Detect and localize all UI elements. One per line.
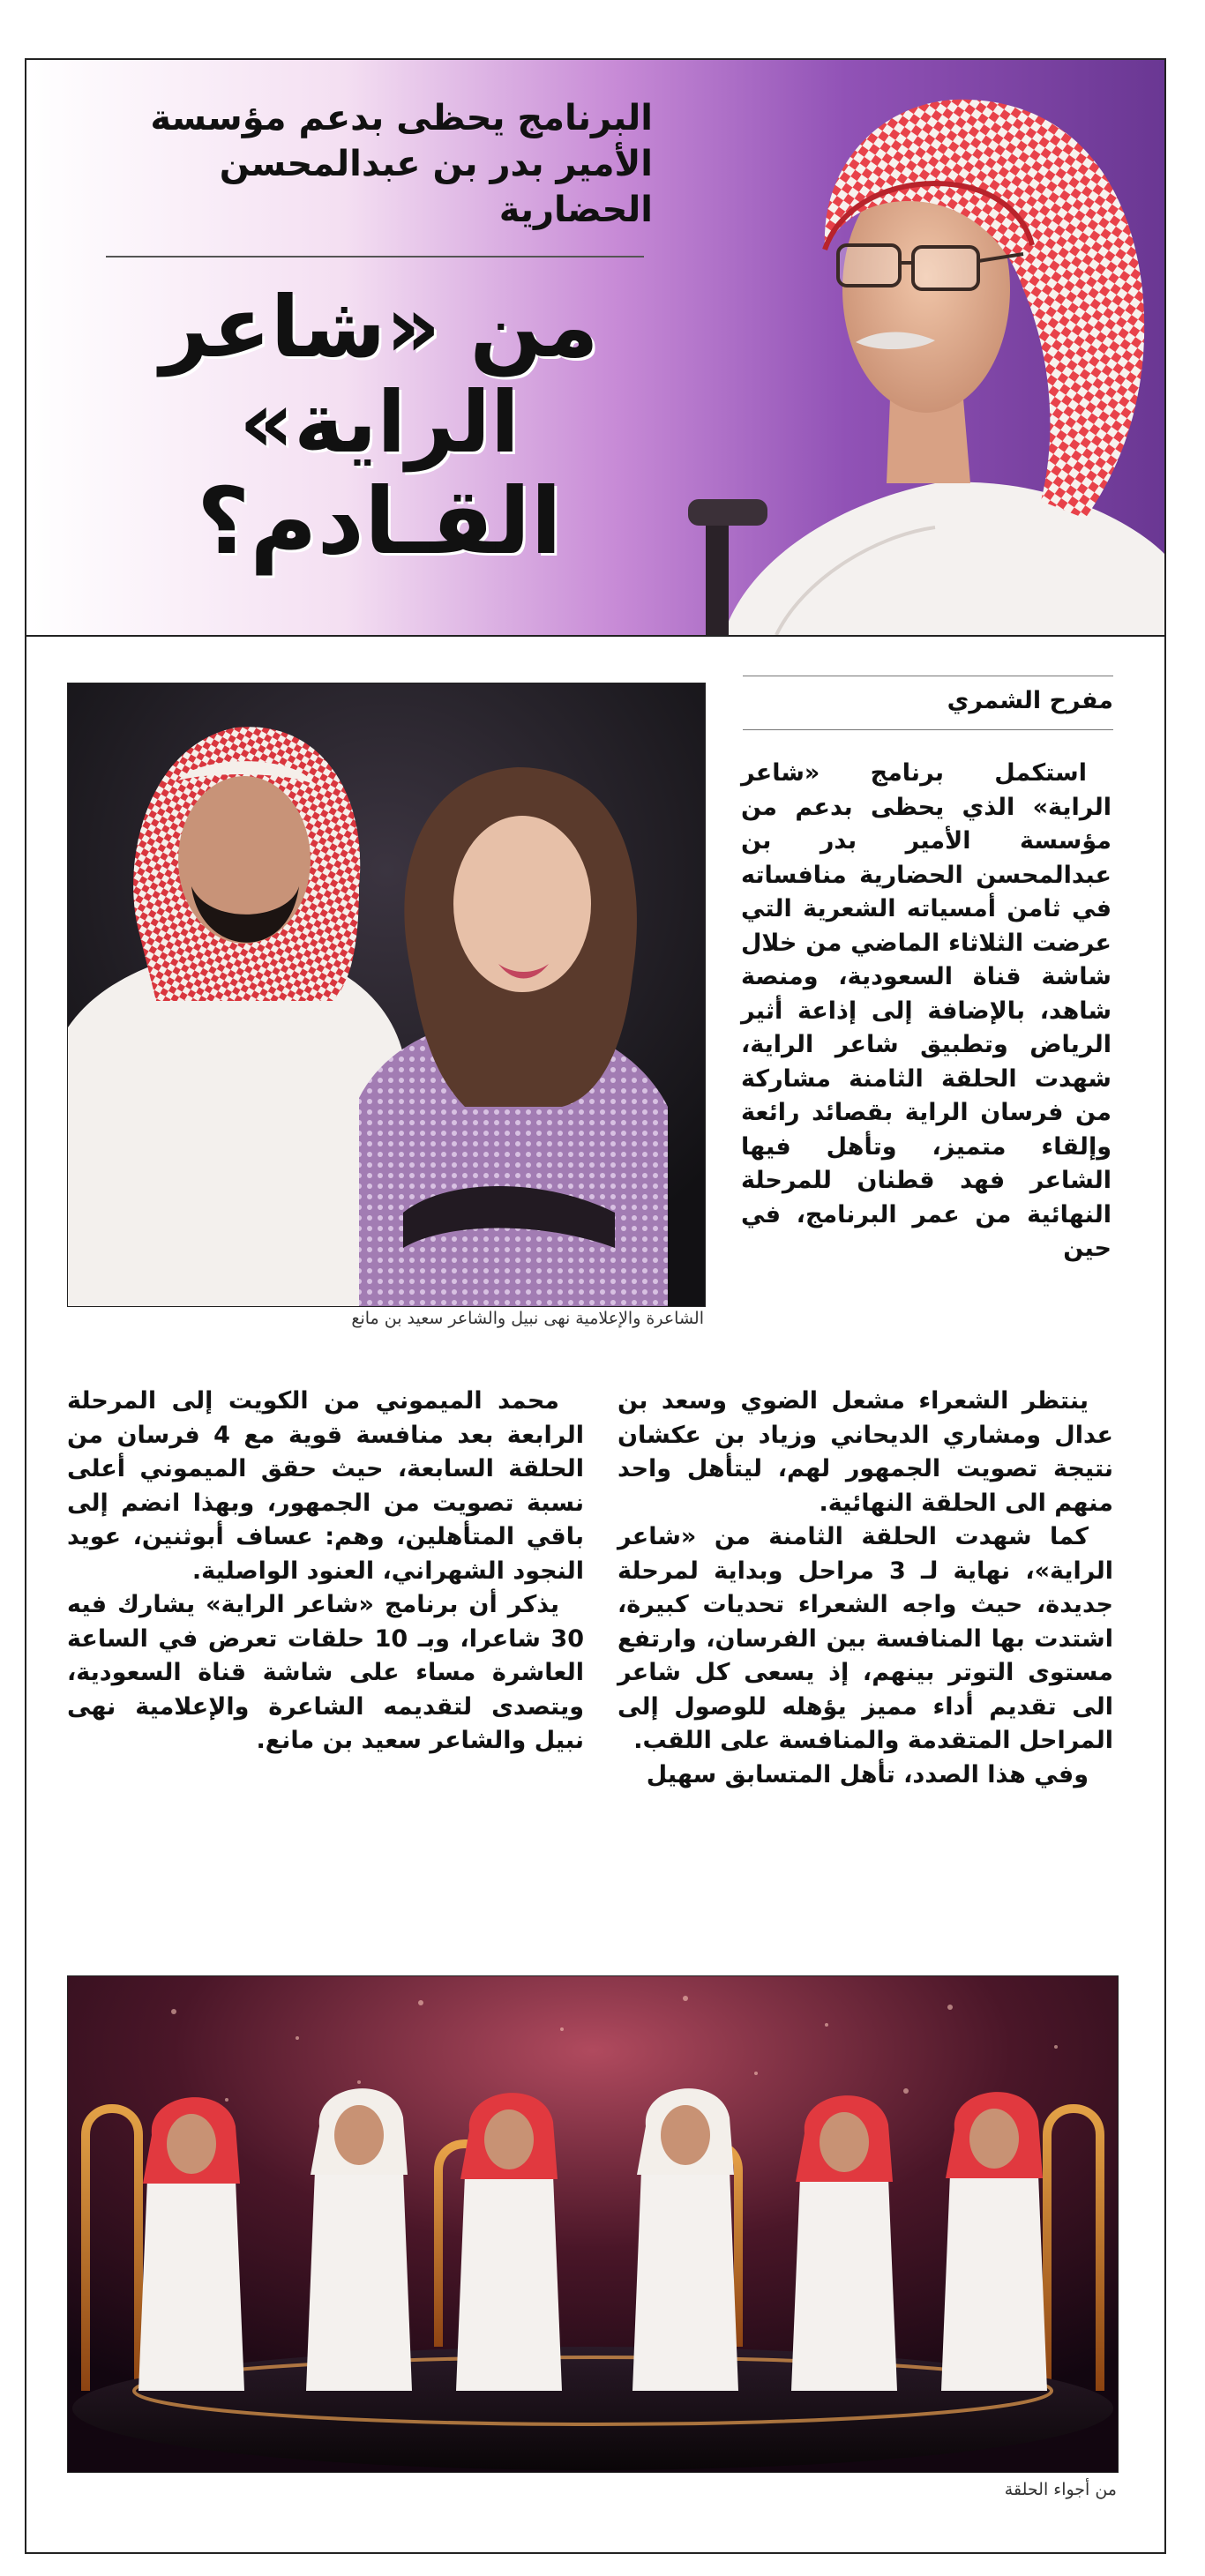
article-column-3 <box>67 1385 584 1758</box>
kicker <box>88 95 653 233</box>
kicker-line-1: البرنامج يحظى بدعم مؤسسة <box>150 98 653 138</box>
article-paragraph: وفي هذا الصدد، تأهل المتسابق سهيل <box>646 1760 1089 1788</box>
headline <box>106 278 653 576</box>
article-paragraph: محمد الميموني من الكويت إلى المرحلة الرابعة بعد منافسة قوية مع 4 فرسان من الحلقة السابعة، حيث حقق الميموني أعلى نسبة تصويت من الجمهور، وبهذا انضم إلى باقي المتأهلين، وهم: عساف أبوثنين، عويد النجود الشهراني، العنود الواصلية. <box>67 1387 584 1585</box>
article-column-1 <box>741 757 1111 1266</box>
stage-photo <box>67 1975 1119 2473</box>
headline-line-2: القـادم؟ <box>196 467 563 576</box>
byline-box <box>743 676 1113 730</box>
article-column-2 <box>617 1385 1113 1792</box>
header-banner <box>26 60 1164 637</box>
stage-photo-image <box>68 1976 1118 2472</box>
article-paragraph: استكمل برنامج «شاعر الراية» الذي يحظى بدعم من مؤسسة الأمير بدر بن عبدالمحسن الحضارية منافساته في ثامن أمسياته الشعرية التي عرضت الثلاثاء الماضي من خلال شاشة قناة السعودية، ومنصة شاهد، بالإضافة إلى إذاعة أثير الرياض وتطبيق شاعر الراية، شهدت الحلقة الثامنة مشاركة من فرسان الراية بقصائد رائعة وإلقاء متميز، وتأهل فيها الشاعر فهد قطنان للمرحلة النهائية من عمر البرنامج، في حين <box>741 759 1111 1262</box>
headline-line-1: من «شاعر الراية» <box>160 278 599 472</box>
kicker-line-2: الأمير بدر بن عبدالمحسن الحضارية <box>219 144 653 230</box>
article-paragraph: كما شهدت الحلقة الثامنة من «شاعر الراية»، نهاية لـ 3 مراحل وبداية لمرحلة جديدة، حيث واجه الشعراء تحديات كبيرة، اشتدت بها المنافسة بين الفرسان، وارتفع مستوى التوتر بينهم، إذ يسعى كل شاعر الى تقديم أداء مميز يؤهله للوصول إلى المراحل المتقدمة والمنافسة على اللقب. <box>617 1523 1113 1754</box>
hosts-photo-caption: الشاعرة والإعلامية نهى نبيل والشاعر سعيد بن مانع <box>351 1309 704 1328</box>
article-paragraph: ينتظر الشعراء مشعل الضوي وسعد بن عدال ومشاري الديحاني وزياد بن عكشان نتيجة تصويت الجمهور لهم، ليتأهل واحد منهم الى الحلقة النهائية. <box>617 1387 1113 1517</box>
byline: مفرح الشمري <box>947 687 1113 714</box>
article-paragraph: يذكر أن برنامج «شاعر الراية» يشارك فيه 30 شاعرا، وبـ 10 حلقات تعرض في الساعة العاشرة مساء على شاشة قناة السعودية، ويتصدى لتقديمه الشاعرة والإعلامية نهى نبيل والشاعر سعيد بن مانع. <box>67 1591 584 1754</box>
stage-photo-caption: من أجواء الحلقة <box>1004 2480 1117 2499</box>
man-portrait-image <box>670 60 1164 635</box>
hosts-photo-image <box>68 683 705 1306</box>
kicker-divider <box>106 256 644 258</box>
hosts-photo <box>67 683 706 1307</box>
